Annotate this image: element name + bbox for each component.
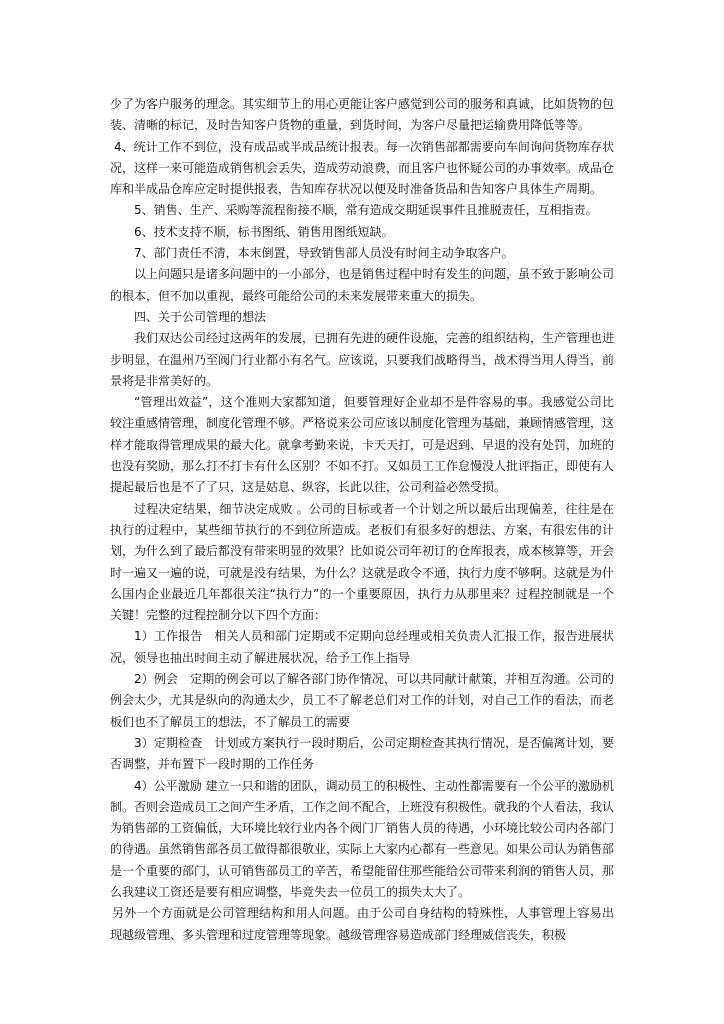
- paragraph-company-development: 我们双达公司经过这两年的发展，已拥有先进的硬件设施，完善的组织结构，生产管理也进步明显，在温州乃至阀门行业都小有名气。应该说，只要我们战略得当，战术得当用人得当，前景将是非常美好的。: [110, 331, 615, 388]
- paragraph-fair-incentive: 4）公平激励 建立一只和谐的团队，调动员工的积极性、主动性都需要有一个公平的激励机制。否则会造成员工之间产生矛盾，工作之间不配合，上班没有积极性。就我的个人看法，我认为销售部的工资偏低，大环境比较行业内各个阀门厂销售人员的待遇，小环境比较公司内各部门的待遇。虽然销售部各员工做得都很敬业，实际上大家内心都有一些意见。如果公司认为销售部是一个重要的部门，认可销售部员工的辛苦，希望能留住那些能给公司带来利润的销售人员，那么我建议工资还是要有相应调整，毕竟失去一位员工的损失太大了。: [110, 778, 615, 899]
- paragraph-item-5: 5、销售、生产、采购等流程衔接不顺，常有造成交期延误事件且推脱责任，互相指责。: [134, 203, 598, 218]
- paragraph-item-7: 7、部门责任不清，本末倒置，导致销售部人员没有时间主动争取客户。: [134, 246, 514, 261]
- paragraph-customer-service: 少了为客户服务的理念。其实细节上的用心更能让客户感觉到公司的服务和真诚，比如货物的包装、清晰的标记，及时告知客户货物的重量，到货时间，为客户尽量把运输费用降低等等。: [110, 97, 615, 133]
- paragraph-process-control: 过程决定结果，细节决定成败 。公司的目标或者一个计划之所以最后出现偏差，往往是在执行的过程中，某些细节执行的不到位所造成。老板们有很多好的想法、方案，有很宏伟的计划，为什么到了最后都没有带来明显的效果？比如说公司年初订的仓库报表，成本核算等，开会时一遍又一遍的说，可就是没有结果，为什么？这就是政令不通，执行力度不够啊。这就是为什么国内企业最近几年都很关注“执行力”的一个重要原因，执行力从那里来？过程控制就是一个关键！完整的过程控制分以下四个方面：: [110, 501, 615, 623]
- paragraph-regular-meeting: 2）例会 定期的例会可以了解各部门协作情况，可以共同献计献策，并相互沟通。公司的例会太少，尤其是纵向的沟通太少，员工不了解老总们对工作的计划，对自己工作的看法，而老板们也不了解员工的想法，不了解员工的需要: [110, 672, 615, 729]
- paragraph-management-efficiency: “管理出效益”，这个准则大家都知道，但要管理好企业却不是件容易的事。我感觉公司比较注重感情管理，制度化管理不够。严格说来公司应该以制度化管理为基础，兼顾情感管理，这样才能取得管理成果的最大化。就拿考勤来说，卡天天打，可是迟到、早退的没有处罚，加班的也没有奖励，那么打不打卡有什么区别？不如不打。又如员工工作怠慢没人批评指正，即使有人提起最后也是不了了只，这是姑息、纵容，长此以往，公司利益必然受损。: [110, 395, 615, 495]
- paragraph-item-4: 4、统计工作不到位，没有成品或半成品统计报表。每一次销售部都需要向车间询问货物库存状况，这样一来可能造成销售机会丢失，造成劳动浪费，而且客户也怀疑公司的办事效率。成品仓库和半成品仓库应定时提供报表，告知库存状况以便及时准备货品和告知客户具体生产周期。: [110, 139, 615, 197]
- document-page: [110, 94, 614, 946]
- paragraph-periodic-check: 3）定期检查 计划或方案执行一段时期后，公司定期检查其执行情况，是否偏离计划，要否调整，并布置下一段时期的工作任务: [110, 735, 614, 772]
- paragraph-summary: 以上问题只是诸多问题中的一小部分，也是销售过程中时有发生的问题，虽不致于影响公司的根本，但不加以重视，最终可能给公司的未来发展带来重大的损失。: [110, 267, 615, 303]
- paragraph-management-structure: 另外一个方面就是公司管理结构和用人问题。由于公司自身结构的特殊性，人事管理上容易出现越级管理、多头管理和过度管理等现象。越级管理容易造成部门经理威信丧失，积极: [110, 906, 614, 942]
- paragraph-work-report: 1）工作报告 相关人员和部门定期或不定期向总经理或相关负责人汇报工作，报告进展状况，领导也抽出时间主动了解进展状况，给予工作上指导: [110, 629, 614, 665]
- paragraph-item-6: 6、技术支持不顺，标书图纸、销售用图纸短缺。: [134, 224, 394, 239]
- section-heading-management: 四、关于公司管理的想法: [134, 309, 267, 324]
